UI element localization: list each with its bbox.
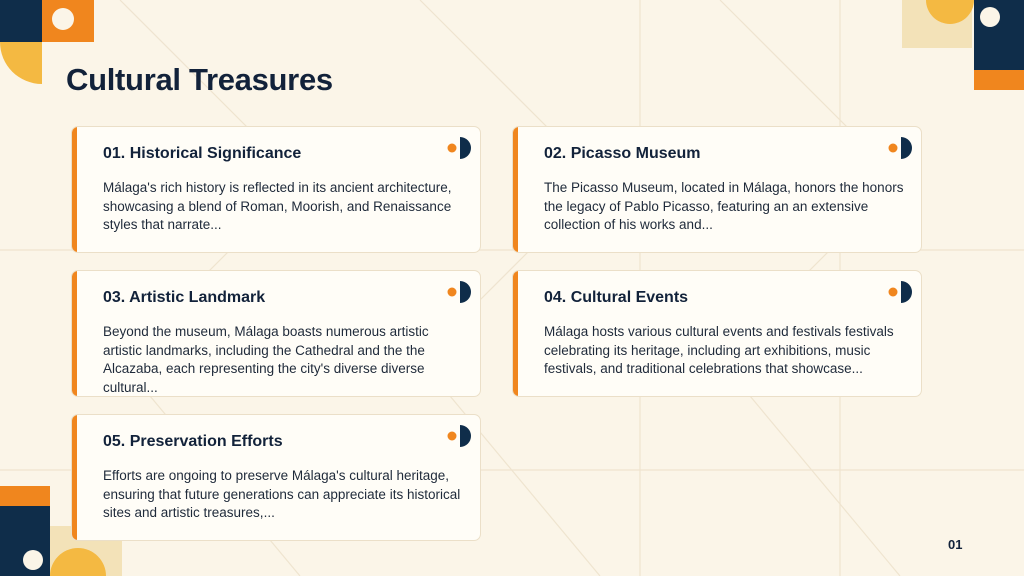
card-body: Málaga's rich history is reflected in its ancient architecture, showcasing a blend of Roman, Moorish, and Renaissance styles that narrate... (103, 180, 452, 232)
card-body: Efforts are ongoing to preserve Málaga's cultural heritage, ensuring that future generations can appreciate its historical sites and artistic treasures,... (103, 468, 461, 520)
card-title: 05. Preservation Efforts (103, 433, 283, 450)
card-accent-bar (72, 271, 77, 396)
card-body: Beyond the museum, Málaga boasts numerous artistic artistic landmarks, including the Cathedral and the the Alcazaba, each representing the city's diverse diverse cultural... (103, 324, 429, 395)
page-number: 01 (948, 537, 963, 552)
card-body: The Picasso Museum, located in Málaga, honors the honors the legacy of Pablo Picasso, featuring an an extensive collection of his works and... (544, 180, 904, 232)
card-artistic-landmark (71, 270, 481, 397)
half-circle-dot-icon (447, 136, 471, 160)
half-circle-dot-icon (447, 424, 471, 448)
card-body: Málaga hosts various cultural events and festivals festivals celebrating its heritage, including art exhibitions, music festivals, and traditional celebrations that showcase... (544, 324, 894, 376)
top-right-decoration (902, 0, 1024, 92)
card-cultural-events (512, 270, 922, 397)
card-accent-bar (72, 127, 77, 252)
card-preservation-efforts (71, 414, 481, 541)
page-title: Cultural Treasures (66, 62, 333, 97)
card-title: 01. Historical Significance (103, 145, 302, 162)
card-title: 03. Artistic Landmark (103, 289, 266, 306)
card-title: 02. Picasso Museum (544, 145, 701, 162)
card-accent-bar (513, 271, 518, 396)
half-circle-dot-icon (888, 136, 912, 160)
card-picasso-museum (512, 126, 922, 253)
half-circle-dot-icon (447, 280, 471, 304)
card-title: 04. Cultural Events (544, 289, 689, 306)
card-accent-bar (513, 127, 518, 252)
card-historical-significance (71, 126, 481, 253)
card-accent-bar (72, 415, 77, 540)
half-circle-dot-icon (888, 280, 912, 304)
